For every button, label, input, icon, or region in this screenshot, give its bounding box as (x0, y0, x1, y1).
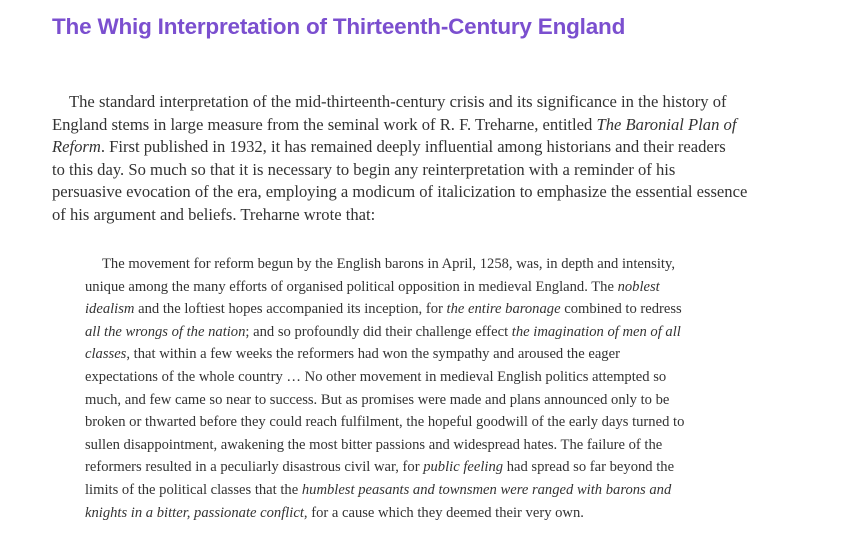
italic-emphasis: classes (85, 346, 127, 363)
treharne-blockquote (85, 253, 765, 524)
italic-emphasis: noblest (617, 278, 660, 295)
text-line: classes, that within a few weeks the reformers had won the sympathy and aroused the eager (85, 346, 620, 363)
text-line: sullen disappointment, awakening the most bitter passions and widespread hates. The failure of the (85, 436, 663, 453)
intro-paragraph (52, 91, 792, 227)
text-line: reformers resulted in a peculiarly disastrous civil war, for public feeling had spread so far beyond the (85, 459, 675, 476)
text-line: The standard interpretation of the mid-thirteenth-century crisis and its significance in the history of (69, 92, 727, 111)
italic-emphasis: Reform (52, 137, 101, 157)
text-line: The movement for reform begun by the English barons in April, 1258, was, in depth and intensity, (102, 256, 675, 272)
italic-emphasis: public feeling (423, 459, 504, 476)
text-line: all the wrongs of the nation; and so profoundly did their challenge effect the imagination of men of all (85, 323, 681, 340)
italic-emphasis: idealism (85, 301, 135, 318)
article-title: The Whig Interpretation of Thirteenth-Century England (52, 14, 626, 39)
text-line: much, and few came so near to success. But as promises were made and plans announced only to be (85, 391, 670, 408)
text-line: to this day. So much so that it is necessary to begin any reinterpretation with a reminder of his (52, 159, 676, 179)
text-line: of his argument and beliefs. Treharne wrote that: (52, 204, 376, 224)
text-line: expectations of the whole country … No other movement in medieval English politics attempted so (85, 368, 667, 385)
text-line: England stems in large measure from the seminal work of R. F. Treharne, entitled The Baronial Plan of (52, 114, 737, 134)
text-line: broken or thwarted before they could reach fulfilment, the hopeful goodwill of the early days turned to (85, 414, 685, 431)
text-line: idealism and the loftiest hopes accompanied its inception, for the entire baronage combined to redress (85, 301, 682, 318)
italic-emphasis: the entire baronage (446, 301, 561, 318)
italic-emphasis: The Baronial Plan of (596, 114, 737, 134)
italic-emphasis: knights in a bitter, passionate conflict (85, 504, 304, 521)
italic-emphasis: the imagination of men of all (511, 323, 681, 340)
text-line: knights in a bitter, passionate conflict, for a cause which they deemed their very own. (85, 504, 584, 521)
text-line: unique among the many efforts of organised political opposition in medieval England. The noblest (85, 278, 660, 295)
italic-emphasis: all the wrongs of the nation (85, 323, 246, 340)
text-line: Reform. First published in 1932, it has remained deeply influential among historians and their readers (52, 137, 726, 157)
text-line: persuasive evocation of the era, employing a modicum of italicization to emphasize the essential essence (52, 182, 748, 202)
italic-emphasis: humblest peasants and townsmen were ranged with barons and (301, 481, 672, 498)
text-line: limits of the political classes that the humblest peasants and townsmen were ranged with barons and (85, 481, 672, 498)
